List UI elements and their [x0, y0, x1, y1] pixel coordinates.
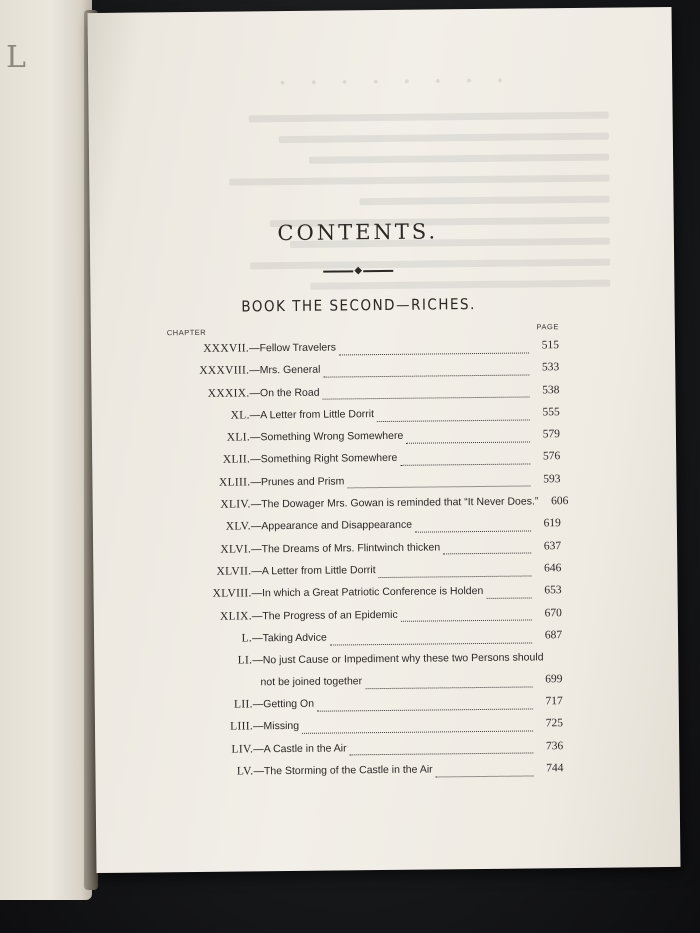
- chapter-number: XXXVIII.: [199, 364, 250, 378]
- left-page-edge: [0, 0, 92, 900]
- left-page-letter: L: [6, 40, 26, 75]
- chapter-page: 699: [545, 673, 563, 686]
- chapter-title: The Storming of the Castle in the Air: [263, 763, 433, 778]
- chapter-title-continued: not be joined together: [260, 675, 363, 689]
- chapter-entry: L. — Taking Advice 687: [162, 624, 562, 650]
- chapter-entry: XXXVII. — Fellow Travelers 515: [159, 334, 559, 360]
- contents-page: [88, 7, 681, 873]
- chapter-title: Something Right Somewhere: [260, 452, 398, 466]
- chapter-number: XLI.: [226, 431, 251, 444]
- chapter-title: Taking Advice: [262, 631, 327, 645]
- chapter-title: Prunes and Prism: [260, 475, 345, 489]
- chapter-title: Fellow Travelers: [259, 341, 337, 355]
- chapter-page: 533: [541, 361, 560, 374]
- chapter-entry: LI. — No just Cause or Impediment why these two Persons should not be joined together 699: [162, 646, 562, 694]
- chapter-title: On the Road: [259, 386, 320, 399]
- chapter-list: [159, 334, 569, 784]
- chapter-entry: XXXIX. — On the Road 538: [159, 379, 559, 405]
- chapter-page: 637: [543, 539, 562, 553]
- chapter-column-header: CHAPTER: [166, 327, 207, 338]
- chapter-entry: XXXVIII. — Mrs. General 533: [159, 356, 559, 382]
- page-title: CONTENTS.: [277, 219, 439, 246]
- chapter-number: LI.: [237, 654, 253, 667]
- chapter-number: L.: [241, 632, 253, 645]
- chapter-page: 717: [545, 695, 563, 708]
- chapter-entry: XLVI. — The Dreams of Mrs. Flintwinch thicken 637: [161, 535, 561, 561]
- chapter-entry: XLV. — Appearance and Disappearance 619: [161, 513, 561, 539]
- chapter-number: XXXVII.: [203, 342, 250, 355]
- chapter-entry: LV. — The Storming of the Castle in the Air 744: [163, 757, 563, 783]
- title-ornament: [323, 266, 393, 277]
- chapter-entry: LII. — Getting On 717: [163, 690, 563, 716]
- chapter-number: XLIV.: [220, 498, 251, 511]
- chapter-page: 576: [542, 450, 561, 463]
- chapter-page: 687: [544, 629, 563, 642]
- chapter-number: XLVII.: [216, 565, 252, 578]
- chapter-number: LIII.: [230, 720, 254, 734]
- chapter-title: The Dowager Mrs. Gowan is reminded that “It Never Does.”: [261, 495, 539, 511]
- chapter-title: No just Cause or Impediment why these two Persons should: [262, 651, 544, 667]
- chapter-number: XXXIX.: [207, 386, 250, 400]
- chapter-page: 538: [542, 383, 560, 396]
- chapter-number: LIV.: [231, 743, 254, 756]
- chapter-number: LII.: [233, 698, 253, 711]
- chapter-number: XLIII.: [218, 476, 251, 489]
- chapter-title: In which a Great Patriotic Conference is Holden: [262, 585, 484, 600]
- chapter-page: 653: [544, 584, 562, 597]
- chapter-number: XLII.: [222, 453, 251, 467]
- chapter-page: 515: [541, 339, 560, 352]
- chapter-entry: XLIX. — The Progress of an Epidemic 670: [162, 602, 562, 628]
- chapter-title: Missing: [263, 720, 300, 733]
- book-title: BOOK THE SECOND—RICHES.: [241, 295, 476, 316]
- chapter-number: XLVIII.: [212, 587, 252, 601]
- chapter-title: A Castle in the Air: [263, 742, 347, 756]
- chapter-entry: XLVIII. — In which a Great Patriotic Conference is Holden 653: [161, 579, 561, 605]
- chapter-entry: LIV. — A Castle in the Air 736: [163, 735, 563, 761]
- chapter-entry: XLIII. — Prunes and Prism 593: [160, 468, 560, 494]
- chapter-page: 579: [542, 428, 561, 441]
- chapter-page: 555: [542, 406, 560, 419]
- chapter-page: 736: [545, 739, 564, 753]
- chapter-entry: LIII. — Missing 725: [163, 713, 563, 739]
- chapter-entry: XL. — A Letter from Little Dorrit 555: [160, 401, 560, 427]
- page-column-header: PAGE: [536, 322, 559, 332]
- chapter-page: 606: [551, 495, 569, 508]
- chapter-title: Mrs. General: [259, 363, 321, 377]
- chapter-page: 670: [544, 606, 562, 619]
- chapter-title: Getting On: [263, 697, 315, 711]
- chapter-title: Something Wrong Somewhere: [260, 429, 404, 444]
- chapter-page: 619: [543, 517, 561, 530]
- chapter-entry: XLIV. — The Dowager Mrs. Gowan is reminded that “It Never Does.” 606: [161, 490, 561, 516]
- chapter-title: The Progress of an Epidemic: [262, 608, 398, 622]
- chapter-number: XLVI.: [220, 543, 252, 556]
- chapter-title: A Letter from Little Dorrit: [261, 564, 376, 578]
- chapter-title: The Dreams of Mrs. Flintwinch thicken: [261, 541, 441, 555]
- chapter-entry: XLI. — Something Wrong Somewhere 579: [160, 423, 560, 449]
- chapter-title: A Letter from Little Dorrit: [260, 407, 375, 422]
- chapter-page: 593: [543, 472, 561, 486]
- chapter-entry: XLVII. — A Letter from Little Dorrit 646: [161, 557, 561, 583]
- chapter-number: XL.: [230, 409, 250, 422]
- chapter-page: 744: [546, 762, 564, 775]
- chapter-entry: XLII. — Something Right Somewhere 576: [160, 446, 560, 472]
- diamond-ornament-icon: ◆: [354, 265, 363, 277]
- chapter-page: 646: [544, 562, 562, 575]
- chapter-page: 725: [545, 717, 564, 730]
- bleed-through-text: · · · · · · · ·: [148, 62, 631, 367]
- chapter-title: Appearance and Disappearance: [261, 519, 413, 533]
- chapter-number: LV.: [236, 765, 254, 778]
- chapter-number: XLIX.: [219, 609, 252, 623]
- table-of-contents: [158, 208, 569, 784]
- chapter-number: XLV.: [225, 520, 251, 534]
